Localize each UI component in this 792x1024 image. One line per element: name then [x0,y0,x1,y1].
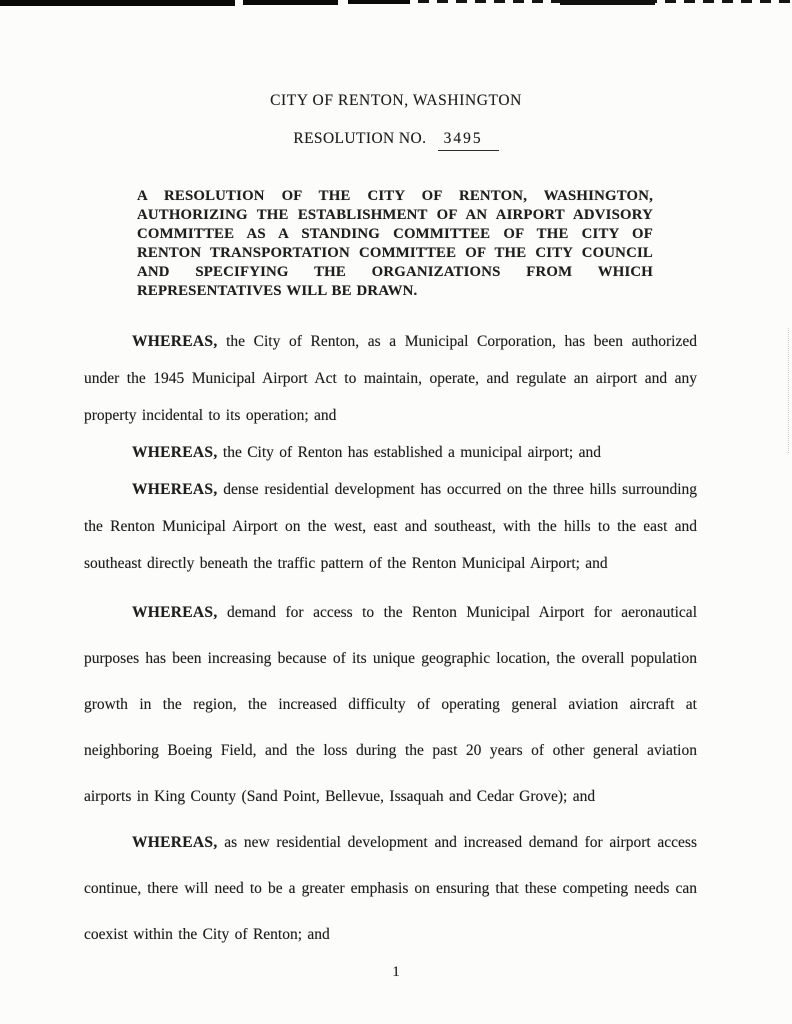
whereas-clause-3 [84,471,697,582]
whereas-text: dense residential development has occurred on the three hills surrounding the Renton Municipal Airport on the west, east and southeast, with the hills to the east and southeast directly beneath the traffic pattern of the Renton Municipal Airport; and [84,481,697,572]
scan-artifact-top [0,0,792,7]
resolution-number-line [0,130,792,151]
whereas-lead: WHEREAS, [132,834,218,851]
whereas-lead: WHEREAS, [132,604,218,621]
whereas-clause-2 [84,434,697,471]
resolution-summary: A RESOLUTION OF THE CITY OF RENTON, WASHINGTON, AUTHORIZING THE ESTABLISHMENT OF AN AIRPORT ADVISORY COMMITTEE AS A STANDING COMMITTEE OF THE CITY OF RENTON TRANSPORTATION COMMITTEE OF THE CITY COUNCIL AND SPECIFYING THE ORGANIZATIONS FROM WHICH REPRESENTATIVES WILL BE DRAWN. [137,188,653,299]
whereas-clause-4 [84,590,697,820]
whereas-lead: WHEREAS, [132,333,218,350]
whereas-text: the City of Renton has established a municipal airport; and [217,444,601,461]
whereas-clause-5 [84,820,697,958]
page-number: 1 [392,964,400,980]
whereas-lead: WHEREAS, [132,444,218,461]
whereas-text: the City of Renton, as a Municipal Corporation, has been authorized under the 1945 Municipal Airport Act to maintain, operate, and regulate an airport and any property incidental to its operation; and [84,333,697,424]
scan-artifact-right [788,328,789,453]
resolution-label: RESOLUTION NO. [293,130,427,147]
document-title: CITY OF RENTON, WASHINGTON [270,92,522,109]
whereas-text: demand for access to the Renton Municipal Airport for aeronautical purposes has been increasing because of its unique geographic location, the overall population growth in the region, the increased difficulty of operating general aviation aircraft at neighboring Boeing Field, and the loss during the past 20 years of other general aviation airports in King County (Sand Point, Bellevue, Issaquah and Cedar Grove); and [84,604,697,805]
whereas-clause-1 [84,323,697,434]
resolution-number: 3495 [438,130,499,151]
whereas-lead: WHEREAS, [132,481,218,498]
whereas-text: as new residential development and increased demand for airport access continue, there will need to be a greater emphasis on ensuring that these competing needs can coexist within the City of Renton; and [84,834,697,943]
